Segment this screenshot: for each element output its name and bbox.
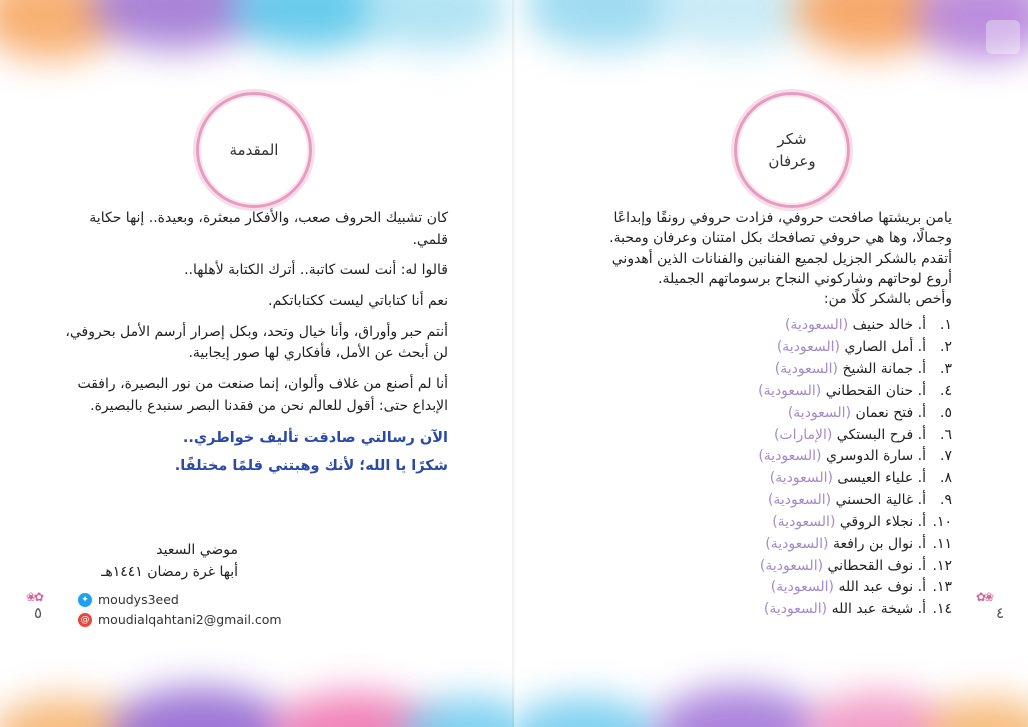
artist-list-item [590, 381, 952, 403]
page-number-left: ٥ [34, 604, 43, 622]
thanks-paragraph: يامن بريشتها صافحت حروفي، فزادت حروفي رونقًا وإبداعًا وجمالًا، وها هي حروفي تصافحك بكل امتنان وعرفان ومحبة. [609, 210, 952, 247]
artist-name: أ. نوف القحطاني [827, 557, 926, 574]
artist-country: (السعودية) [787, 404, 852, 421]
artist-country: (السعودية) [758, 382, 822, 399]
artist-list-item [590, 599, 952, 621]
email-at-icon: @ [78, 613, 92, 627]
artist-number: ٣. [940, 361, 952, 378]
publisher-logo-icon [986, 20, 1020, 54]
artist-number: ٥. [940, 404, 952, 421]
artist-name: أ. فرح البستكي [836, 426, 926, 443]
signature [78, 540, 238, 583]
artist-list-item [590, 577, 952, 599]
twitter-bird-icon: ✦ [78, 593, 92, 607]
artist-number: ٨. [940, 470, 952, 487]
thanks-paragraph: أتقدم بالشكر الجزيل لجميع الفنانين والفنانات الذين أهدوني أروع لوحاتهم وشاركوني النجاح برسوماتهم الجميلة. [611, 250, 952, 287]
artist-name: أ. نجلاء الروقي [839, 513, 926, 530]
artist-name: أ. علياء العيسى [837, 470, 926, 487]
artist-number: ٩. [940, 492, 952, 509]
artist-list-item [590, 512, 952, 534]
artist-country: (السعودية) [784, 317, 849, 334]
watercolor-top-left [0, 0, 514, 100]
artist-number: ١٤. [932, 601, 952, 618]
artists-list [590, 315, 952, 621]
artist-name: أ. فتح نعمان [855, 404, 926, 421]
artist-name: أ. أمل الصاري [844, 339, 926, 356]
thanks-heading-line: شكر [777, 129, 807, 148]
intro-heading: المقدمة [229, 140, 279, 159]
intro-heading-ring [196, 92, 312, 208]
artist-country: (السعودية) [767, 492, 832, 509]
artist-country: (السعودية) [770, 579, 834, 596]
artist-list-item [590, 468, 952, 490]
artist-country: (السعودية) [769, 470, 833, 487]
artist-name: أ. نوال بن رافعة [832, 535, 926, 552]
twitter-handle[interactable]: moudys3eed [98, 592, 179, 607]
watercolor-bottom-right [514, 627, 1028, 727]
highlight-line: شكرًا يا الله؛ لأنك وهبتني قلمًا مختلفًا. [174, 457, 448, 474]
artist-number: ١٢. [932, 557, 952, 574]
intro-paragraph: أنتم حبر وأوراق، وأنا خيال وتحد، وبكل إصرار أرسم الأمل بحروفي، لن أبحث عن الأمل، فأفكاري لها صور إيجابية. [65, 323, 448, 362]
artist-list-item [590, 425, 952, 447]
highlight-line: الآن رسالتي صادقت تأليف خواطري.. [182, 429, 448, 446]
right-page [514, 0, 1028, 727]
signature-place: أبها غرة رمضان ١٤٤١هـ [101, 563, 238, 580]
artist-country: (السعودية) [772, 513, 836, 530]
artist-list-item [590, 315, 952, 337]
floral-ornament-icon: ❀✿ [26, 590, 43, 604]
artist-number: ١٣. [932, 579, 952, 596]
artist-country: (السعودية) [763, 601, 828, 618]
artist-name: أ. شيخة عبد الله [831, 601, 926, 618]
artist-country: (السعودية) [774, 361, 838, 378]
artist-country: (السعودية) [758, 448, 822, 465]
artist-list-item [590, 359, 952, 381]
artist-list-item [590, 403, 952, 425]
artist-number: ٤. [940, 382, 952, 399]
page-number-right: ٤ [996, 604, 1005, 622]
artist-number: ٢. [940, 339, 952, 356]
artist-name: أ. جمانة الشيخ [842, 361, 926, 378]
artist-number: ١١. [932, 535, 952, 552]
signature-name: موضي السعيد [156, 542, 238, 558]
artist-name: أ. خالد حنيف [852, 317, 926, 334]
artist-number: ٧. [940, 448, 952, 465]
intro-text [64, 208, 448, 483]
watercolor-top-right [514, 0, 1028, 100]
thanks-heading-line: وعرفان [768, 152, 816, 170]
artist-name: أ. نوف عبد الله [838, 579, 926, 596]
artist-country: (السعودية) [776, 339, 841, 356]
artist-name: أ. سارة الدوسري [825, 448, 926, 465]
floral-ornament-icon: ✿❀ [976, 590, 993, 604]
artist-number: ١. [940, 317, 952, 334]
artist-list-item [590, 337, 952, 359]
artist-list-item [590, 556, 952, 578]
artist-list-item [590, 490, 952, 512]
thanks-text [590, 208, 952, 621]
watercolor-bottom-left [0, 627, 514, 727]
artist-name: أ. غالية الحسني [835, 492, 926, 509]
artist-country: (السعودية) [759, 557, 824, 574]
artist-list-item [590, 446, 952, 468]
twitter-contact [78, 592, 179, 607]
artist-number: ١٠. [932, 513, 952, 530]
thanks-heading-ring [734, 92, 850, 208]
email-contact [78, 612, 282, 627]
thanks-paragraph: وأخص بالشكر كلًا من: [823, 291, 952, 308]
intro-paragraph: قالوا له: أنت لست كاتبة.. أترك الكتابة لأهلها.. [184, 262, 448, 279]
artist-list-item [590, 534, 952, 556]
artist-number: ٦. [940, 426, 952, 443]
email-address[interactable]: moudialqahtani2@gmail.com [98, 612, 282, 627]
intro-paragraph: أنا لم أصنع من غلاف وألوان، إنما صنعت من نور البصيرة، رافقت الإبداع حتى: أقول للعالم نحن من فقدنا البصر سنبدع بالبصيرة. [77, 376, 448, 414]
artist-country: (السعودية) [765, 535, 829, 552]
artist-name: أ. حنان القحطاني [825, 382, 926, 399]
intro-paragraph: نعم أنا كتاباتي ليست ككتاباتكم. [268, 293, 448, 310]
artist-country: (الإمارات) [773, 426, 833, 443]
intro-paragraph: كان تشبيك الحروف صعب، والأفكار مبعثرة، وبعيدة.. إنها حكاية قلمي. [89, 210, 448, 248]
